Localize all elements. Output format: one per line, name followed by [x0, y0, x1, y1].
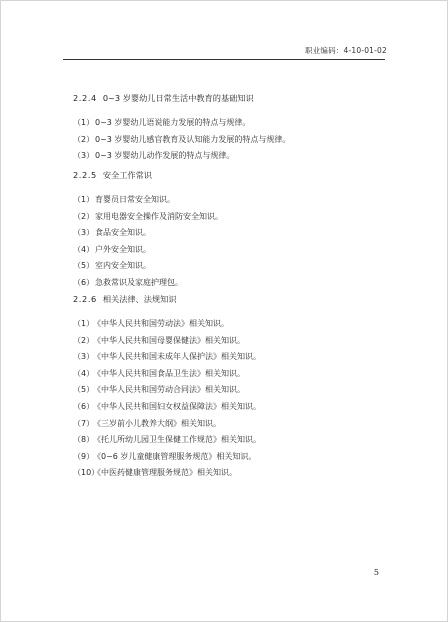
item-marker: （9）: [73, 451, 95, 461]
list-item: [73, 449, 393, 466]
list-item: [73, 316, 393, 333]
occupation-code: 职业编码：4-10-01-02: [304, 46, 387, 55]
item-text: 育婴员日常安全知识。: [95, 195, 175, 204]
item-marker: （1）: [73, 118, 95, 127]
item-text: 《中华人民共和国未成年人保护法》相关知识。: [93, 352, 261, 362]
list-item: [73, 333, 393, 350]
item-text: 《中医药健康管理服务规范》相关知识。: [93, 468, 237, 478]
item-marker: （2）: [73, 335, 95, 345]
item-marker: （3）: [73, 228, 95, 238]
item-text: 急救常识及家庭护理包。: [95, 277, 183, 287]
list-item: [73, 432, 393, 449]
item-marker: （5）: [73, 385, 95, 395]
list-item: [73, 399, 393, 416]
list-item: [73, 275, 393, 292]
item-text: 《中华人民共和国劳动法》相关知识。: [93, 319, 229, 328]
header-divider: [63, 59, 385, 60]
list-item: [73, 382, 393, 399]
item-text: 《0~6 岁儿童健康管理服务规范》相关知识。: [93, 451, 257, 461]
section-number: 2.2.6: [73, 294, 97, 304]
item-text: 家用电器安全操作及消防安全知识。: [95, 211, 223, 221]
item-marker: （6）: [73, 277, 95, 287]
section-title: 安全工作常识: [102, 170, 152, 180]
section-2-2-4: [73, 92, 393, 165]
item-marker: （6）: [73, 401, 95, 411]
item-text: 《中华人民共和国食品卫生法》相关知识。: [93, 368, 245, 378]
item-marker: （10）: [73, 468, 100, 478]
list-item: [73, 192, 393, 209]
item-text: 0~3 岁婴幼儿动作发展的特点与规律。: [95, 151, 235, 161]
item-marker: （3）: [73, 151, 95, 161]
item-marker: （8）: [73, 435, 95, 445]
item-marker: （2）: [73, 211, 95, 221]
item-marker: （1）: [73, 319, 95, 328]
list-item: [73, 416, 393, 433]
item-marker: （7）: [73, 418, 95, 428]
item-text: 食品安全知识。: [95, 228, 151, 238]
item-text: 《中华人民共和国母婴保健法》相关知识。: [93, 335, 245, 345]
section-items: [73, 316, 393, 482]
list-item: [73, 349, 393, 366]
item-text: 0~3 岁婴幼儿感官教育及认知能力发展的特点与规律。: [95, 134, 291, 144]
list-item: [73, 242, 393, 259]
list-item: [73, 209, 393, 226]
list-item: [73, 225, 393, 242]
section-heading: [73, 169, 393, 181]
list-item: [73, 366, 393, 383]
item-text: 《三岁前小儿教养大纲》相关知识。: [93, 418, 221, 428]
section-items: [73, 115, 393, 165]
item-marker: （5）: [73, 261, 95, 271]
item-text: 《中华人民共和国妇女权益保障法》相关知识。: [93, 401, 261, 411]
list-item: [73, 132, 393, 149]
item-marker: （2）: [73, 134, 95, 144]
item-text: 0~3 岁婴幼儿语说能力发展的特点与规律。: [95, 118, 251, 127]
section-number: 2.2.5: [73, 170, 97, 180]
section-title: 相关法律、法规知识: [102, 294, 177, 304]
list-item: [73, 258, 393, 275]
section-2-2-6: [73, 293, 393, 482]
item-marker: （1）: [73, 195, 95, 204]
list-item: [73, 115, 393, 132]
list-item: [73, 465, 393, 482]
section-heading: [73, 293, 393, 305]
section-title: 0~3 岁婴幼儿日常生活中教育的基础知识: [102, 93, 254, 103]
item-text: 户外安全知识。: [95, 244, 151, 254]
page-number: 5: [373, 568, 379, 577]
item-marker: （4）: [73, 368, 95, 378]
item-text: 室内安全知识。: [95, 261, 151, 271]
section-2-2-5: [73, 169, 393, 292]
item-marker: （4）: [73, 244, 95, 254]
section-items: [73, 192, 393, 292]
list-item: [73, 148, 393, 165]
item-text: 《中华人民共和国劳动合同法》相关知识。: [93, 385, 245, 395]
section-heading: [73, 92, 393, 104]
section-number: 2.2.4: [73, 93, 97, 103]
item-text: 《托儿所幼儿园卫生保健工作规范》相关知识。: [93, 435, 261, 445]
item-marker: （3）: [73, 352, 95, 362]
